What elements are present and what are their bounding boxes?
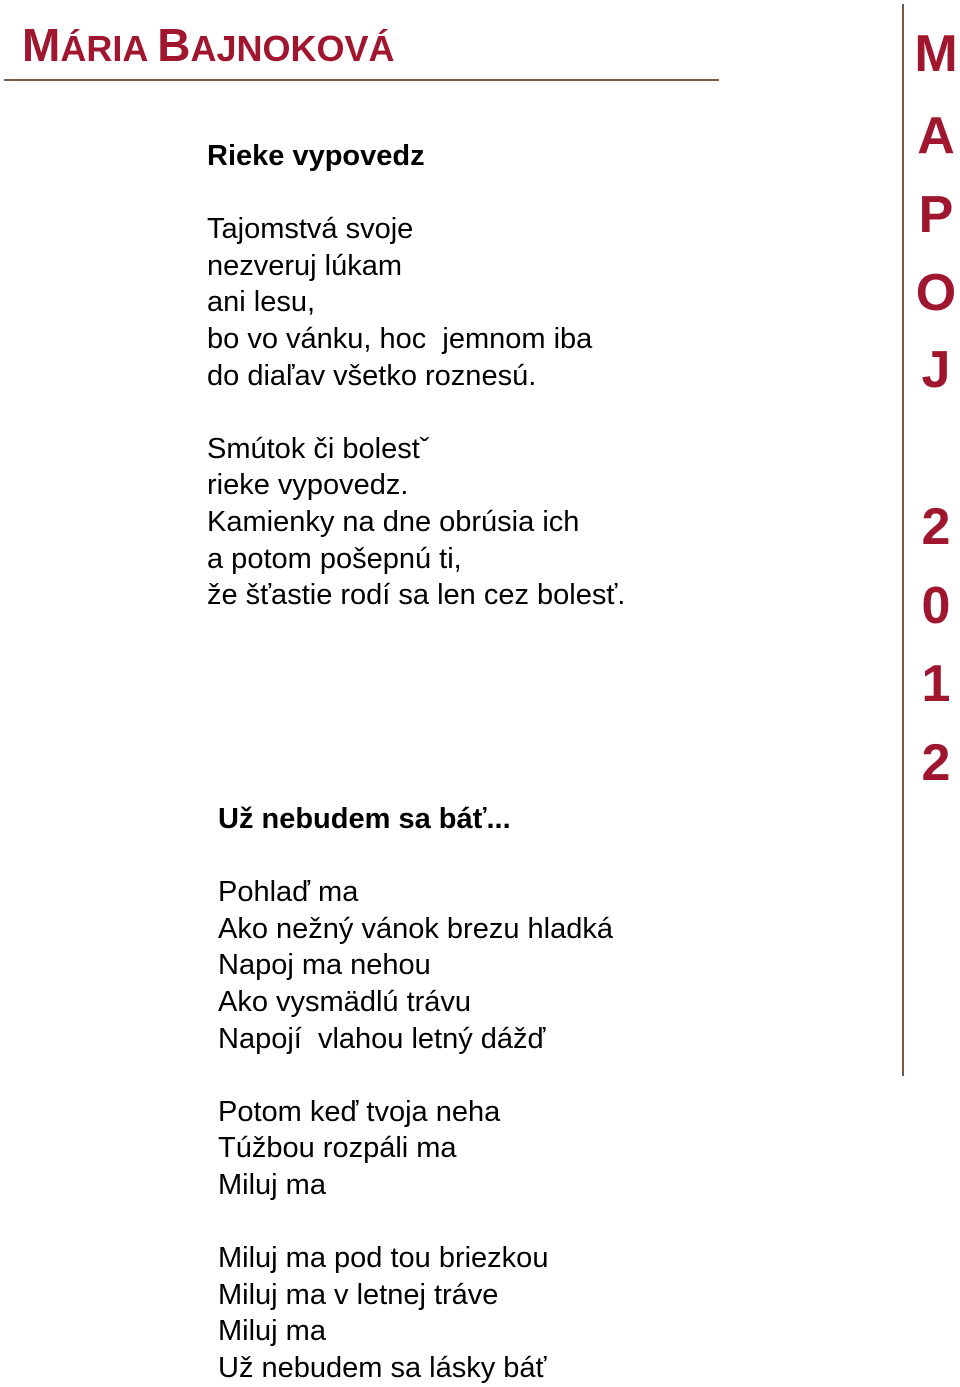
poem-line: a potom pošepnú ti, (207, 542, 462, 575)
poem-line: Miluj ma (218, 1168, 326, 1201)
author-last-rest: AJNOKOVÁ (190, 28, 395, 69)
poem-line: do diaľav všetko roznesú. (207, 359, 537, 392)
author-name (22, 19, 395, 71)
poem-title: Už nebudem sa báť... (218, 803, 511, 835)
side-letter: M (914, 25, 958, 83)
poem-line: rieke vypovedz. (207, 469, 409, 502)
author-last-initial: B (157, 19, 191, 71)
poem-line: Potom keď tvoja neha (218, 1095, 501, 1128)
poem-line: Túžbou rozpáli ma (218, 1132, 457, 1165)
poem-line: Miluj ma v letnej tráve (218, 1278, 499, 1311)
side-letter: 0 (921, 577, 951, 635)
side-divider (902, 4, 904, 1076)
side-letter: 1 (921, 655, 951, 713)
poem-uz-nebudem-sa-bat (218, 801, 613, 1387)
poem-line: Smútok či bolestˇ (207, 432, 430, 465)
poem-line: Pohlaď ma (218, 876, 359, 909)
stanza (207, 211, 625, 394)
stanza (218, 1240, 613, 1386)
stanza (218, 1094, 613, 1204)
author-first-initial: M (22, 19, 61, 71)
poem-rieke-vypovedz (207, 138, 625, 614)
side-letter: 2 (921, 498, 951, 556)
header-divider (4, 79, 719, 81)
side-label (906, 0, 960, 1080)
poem-line: Miluj ma pod tou briezkou (218, 1242, 549, 1275)
side-letter: O (915, 264, 957, 322)
poem-line: Už nebudem sa lásky báť (218, 1351, 547, 1384)
poem-line: bo vo vánku, hoc jemnom iba (207, 322, 593, 355)
author-first-rest: ÁRIA (60, 28, 149, 69)
poem-line: že šťastie rodí sa len cez bolesť. (207, 579, 626, 612)
poem-title: Rieke vypovedz (207, 140, 425, 172)
side-letter: P (918, 186, 954, 244)
poem-line: Miluj ma (218, 1315, 326, 1348)
poem-line: Kamienky na dne obrúsia ich (207, 505, 580, 538)
side-letter: J (921, 341, 951, 399)
poem-line: nezveruj lúkam (207, 249, 403, 282)
stanza (218, 874, 613, 1057)
side-letter: 2 (921, 734, 951, 792)
poem-line: Ako vysmädlú trávu (218, 985, 472, 1018)
stanza (207, 431, 625, 614)
poem-line: Napojí vlahou letný dážď (218, 1022, 546, 1055)
poem-line: Ako nežný vánok brezu hladká (218, 912, 613, 945)
poem-line: Napoj ma nehou (218, 949, 431, 982)
poem-line: Tajomstvá svoje (207, 213, 414, 246)
poem-line: ani lesu, (207, 286, 316, 319)
side-letter: A (917, 107, 955, 165)
